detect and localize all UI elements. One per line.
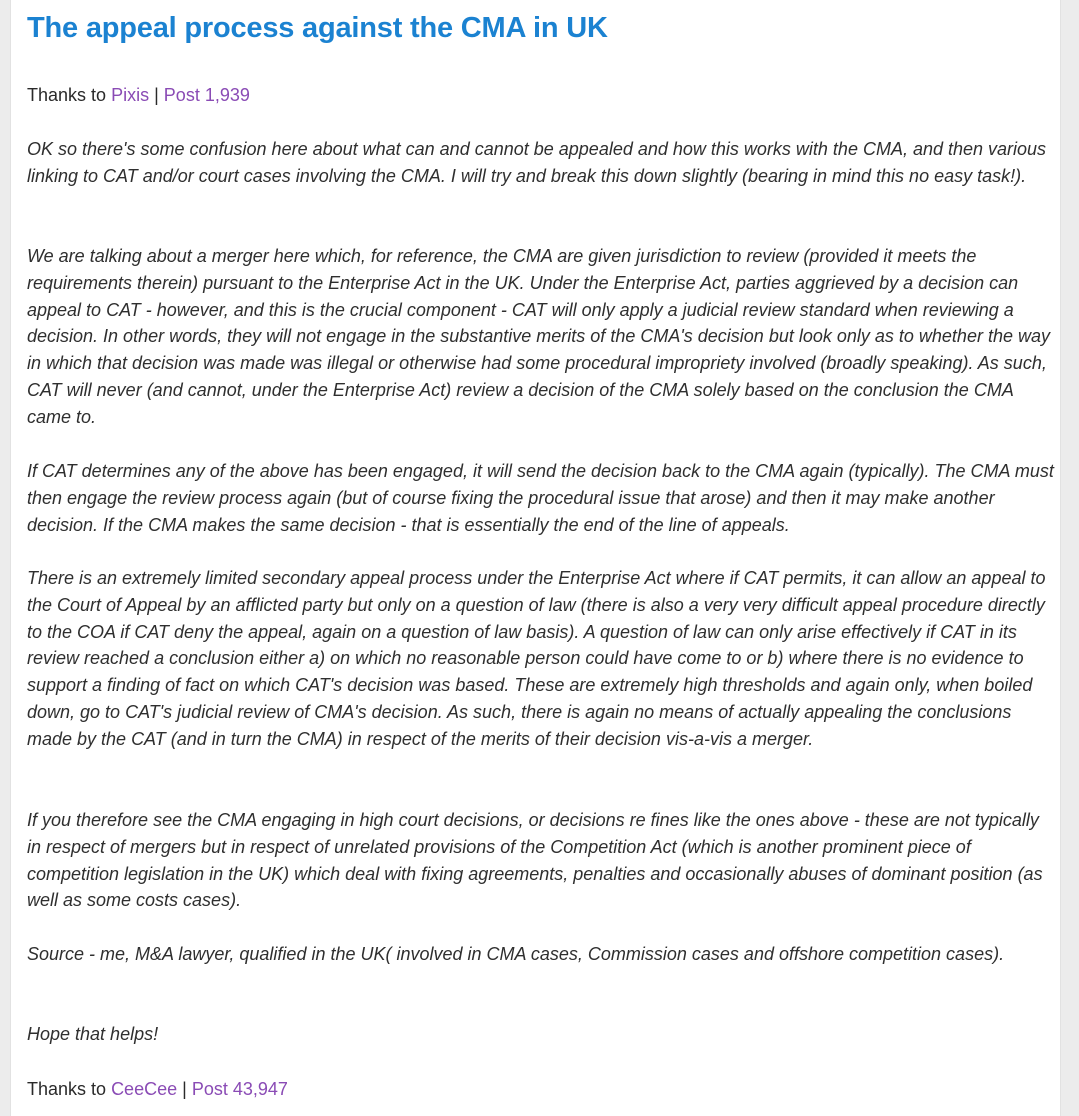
credit-line-bottom bbox=[27, 1079, 288, 1100]
credit-post-link[interactable]: Post 1,939 bbox=[163, 85, 250, 105]
credit-user-link[interactable]: CeeCee bbox=[111, 1079, 178, 1099]
credit-prefix: Thanks to bbox=[27, 85, 107, 105]
paragraph-secondary-appeal: There is an extremely limited secondary appeal process under the Enterprise Act where if CAT permits, it can allow an appeal to the Court of Appeal by an afflicted party but only on a question of law (there is also a very very difficult appeal procedure directly to the COA if CAT deny the appeal, again on a question of law basis). A question of law can only arise effectively if CAT in its review reached a conclusion either a) on which no reasonable person could have come to or b) where there is no evidence to support a finding of fact on which CAT's decision was based. These are extremely high thresholds and again only, when boiled down, go to CAT's judicial review of CMA's decision. As such, there is again no means of actually appealing the conclusions made by the CAT (and in turn the CMA) in respect of the merits of their decision vis-a-vis a merger. bbox=[27, 568, 1046, 749]
paragraph-merger-review: We are talking about a merger here which, for reference, the CMA are given jurisdiction to review (provided it meets the requirements therein) pursuant to the Enterprise Act in the UK. Under the Enterprise Act, parties aggrieved by a decision can appeal to CAT - however, and this is the crucial component - CAT will only apply a judicial review standard when reviewing a decision. In other words, they will not engage in the substantive merits of the CMA's decision but look only as to whether the way in which that decision was made was illegal or otherwise had some procedural impropriety involved (broadly speaking). As such, CAT will never (and cannot, under the Enterprise Act) review a decision of the CMA solely based on the conclusion the CMA came to. bbox=[27, 246, 1050, 427]
credit-separator: | bbox=[154, 85, 159, 105]
article-card bbox=[10, 0, 1061, 1116]
paragraph-cat-remittal: If CAT determines any of the above has been engaged, it will send the decision back to the CMA again (typically). The CMA must then engage the review process again (but of course fixing the procedural issue that arose) and then it may make another decision. If the CMA makes the same decision - that is essentially the end of the line of appeals. bbox=[27, 461, 1054, 535]
paragraph-closing: Hope that helps! bbox=[27, 1024, 159, 1044]
paragraph-source: Source - me, M&A lawyer, qualified in the UK( involved in CMA cases, Commission cases and offshore competition cases). bbox=[27, 944, 1005, 964]
credit-post-link[interactable]: Post 43,947 bbox=[191, 1079, 288, 1099]
credit-separator: | bbox=[182, 1079, 187, 1099]
credit-line-top bbox=[27, 85, 250, 106]
paragraph-intro: OK so there's some confusion here about what can and cannot be appealed and how this works with the CMA, and then various linking to CAT and/or court cases involving the CMA. I will try and break this down slightly (bearing in mind this no easy task!). bbox=[27, 139, 1047, 186]
credit-prefix: Thanks to bbox=[27, 1079, 107, 1099]
paragraph-competition-act: If you therefore see the CMA engaging in high court decisions, or decisions re fines like the ones above - these are not typically in respect of mergers but in respect of unrelated provisions of the Competition Act (which is another prominent piece of competition legislation in the UK) which deal with fixing agreements, penalties and occasionally abuses of dominant position (as well as some costs cases). bbox=[27, 810, 1043, 911]
credit-user-link[interactable]: Pixis bbox=[111, 85, 150, 105]
article-title: The appeal process against the CMA in UK bbox=[27, 12, 608, 44]
